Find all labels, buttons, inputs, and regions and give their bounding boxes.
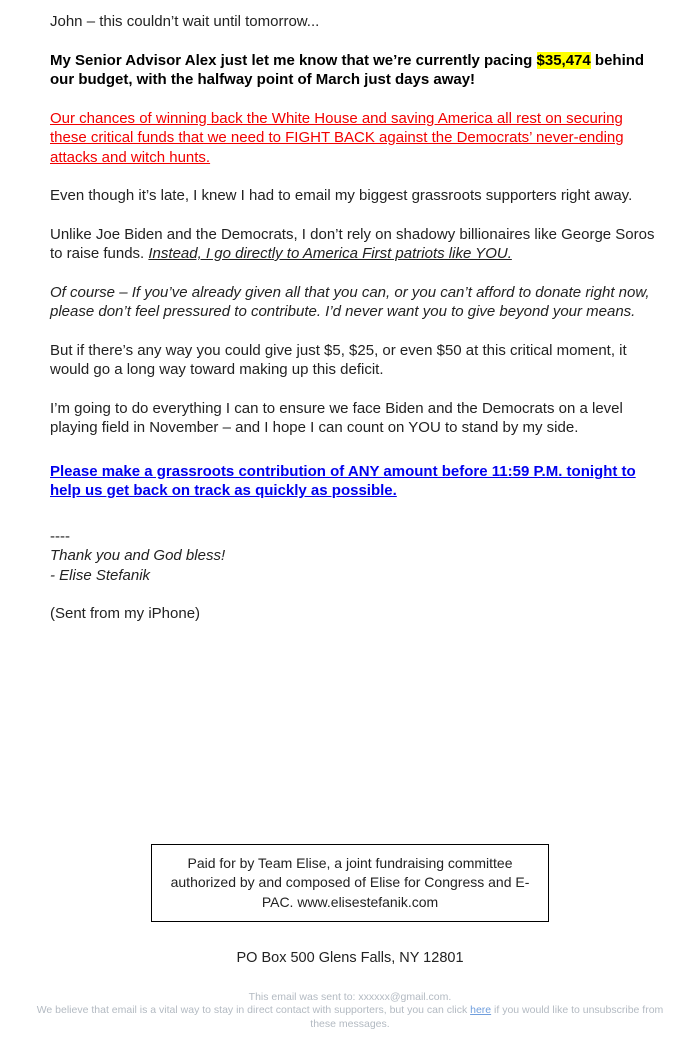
of-course-paragraph: Of course – If you’ve already given all that you can, or you can’t afford to donate right now, please don’t feel pressured to contribute. I’d never want you to give beyond your means. [50, 283, 650, 320]
paid-for-disclaimer-box: Paid for by Team Elise, a joint fundraising committee authorized by and composed of Elise for Congress and E-PAC. www.elisestefanik.com [151, 844, 549, 923]
email-footer [0, 991, 700, 1044]
pacing-text-before: My Senior Advisor Alex just let me know that we’re currently pacing [50, 51, 537, 69]
soros-emphasis-text: Instead, I go directly to America First patriots like YOU. [148, 245, 512, 262]
unsubscribe-link[interactable]: here [470, 1004, 492, 1017]
soros-regular-text: Unlike Joe Biden and the Democrats, I don’t rely on shadowy billionaires like George Soros to raise funds. [50, 225, 655, 262]
signature-name: - Elise Stefanik [50, 566, 151, 584]
red-warning-paragraph: Our chances of winning back the White House and saving America all rest on securing these critical funds that we need to FIGHT BACK against the Democrats’ never-ending attacks and witch hunts. [50, 109, 624, 166]
signature-thanks: Thank you and God bless! [50, 547, 226, 564]
contribution-link[interactable]: Please make a grassroots contribution of ANY amount before 11:59 P.M. tonight to help us get back on track as quickly as possible. [50, 462, 636, 499]
soros-paragraph [50, 225, 660, 264]
pacing-paragraph [50, 51, 660, 90]
unsubscribe-text-before: We believe that email is a vital way to stay in direct contact with supporters, but you can click [36, 1004, 471, 1017]
po-box-address: PO Box 500 Glens Falls, NY 12801 [236, 950, 464, 967]
pacing-amount-highlight: $35,474 [536, 51, 591, 69]
cta-paragraph [50, 462, 660, 501]
unsubscribe-text-after: if you would like to unsubscribe from these messages. [310, 1004, 664, 1030]
whitespace-spacer [0, 639, 700, 844]
signature-divider: ---- [50, 527, 70, 545]
pacing-text-after: behind our budget, with the halfway point of March just days away! [50, 51, 645, 88]
unsubscribe-line [28, 1004, 672, 1030]
sent-to-line: This email was sent to: xxxxxx@gmail.com. [248, 991, 452, 1004]
late-night-paragraph: Even though it’s late, I knew I had to email my biggest grassroots supporters right away. [50, 187, 633, 204]
signature-block [50, 527, 660, 586]
level-field-paragraph: I’m going to do everything I can to ensure we face Biden and the Democrats on a level playing field in November – and I hope I can count on YOU to stand by my side. [50, 399, 623, 436]
ask-amounts-paragraph: But if there’s any way you could give just $5, $25, or even $50 at this critical moment, it would go a long way toward making up this deficit. [50, 341, 627, 378]
sent-from-iphone-line: (Sent from my iPhone) [50, 605, 201, 622]
greeting-line: John – this couldn’t wait until tomorrow... [50, 13, 320, 30]
